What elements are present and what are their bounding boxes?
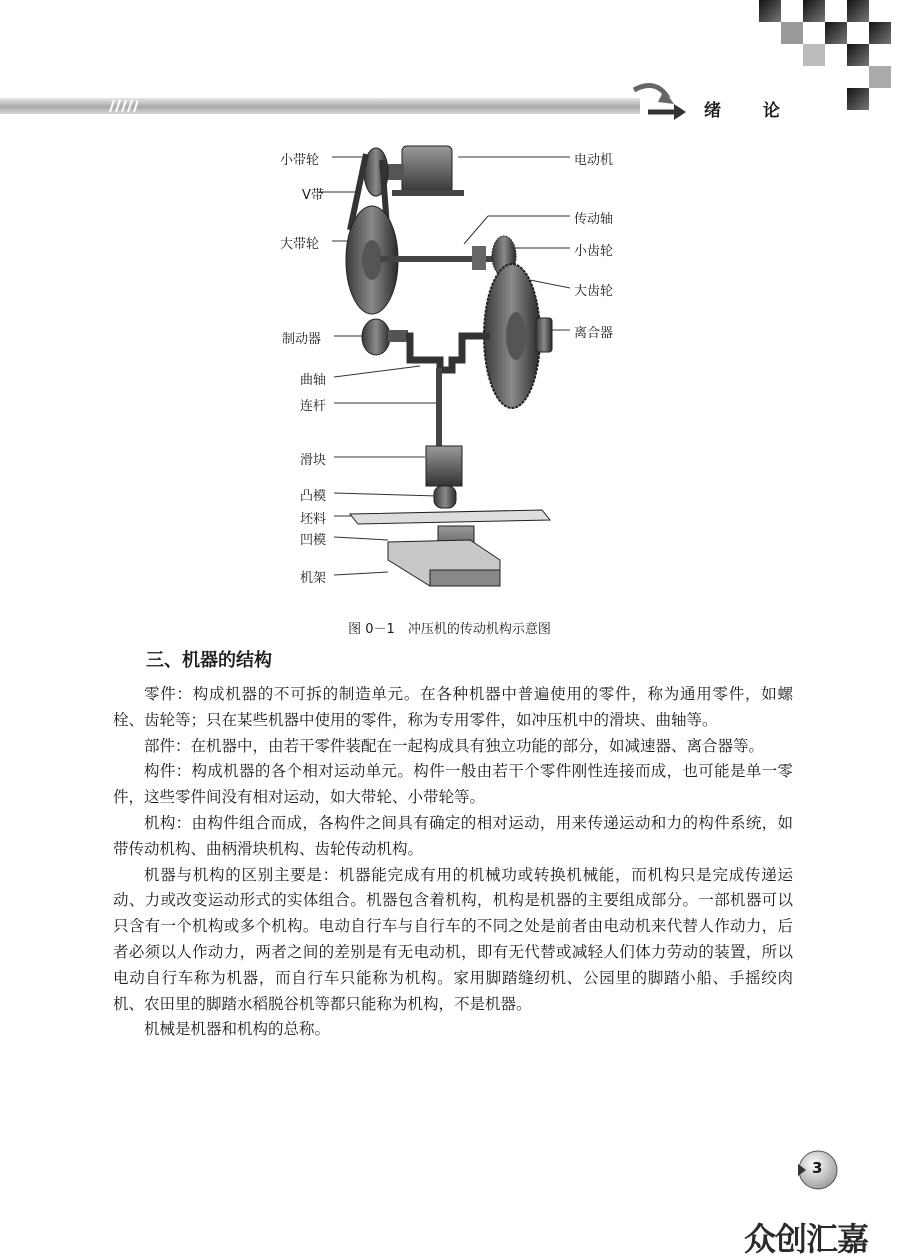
paragraph-mechanism: 机构：由构件组合而成，各构件之间具有确定的相对运动，用来传递运动和力的构件系统，如带传动机构、曲柄滑块机构、齿轮传动机构。 (113, 813, 793, 858)
header-stripes (108, 100, 138, 112)
label-small-pulley: 小带轮 (280, 153, 320, 168)
label-punch: 凸模 (300, 489, 327, 504)
label-drive-shaft: 传动轴 (574, 212, 614, 227)
label-large-gear: 大齿轮 (574, 284, 614, 299)
label-blank: 坯料 (300, 512, 327, 527)
punch-press-figure (280, 140, 640, 600)
figure-caption: 图 0－1 冲压机的传动机构示意图 (348, 622, 551, 637)
header-bar (0, 98, 640, 114)
label-crankshaft: 曲轴 (300, 373, 327, 388)
header-arrow-icon (630, 82, 690, 122)
label-die: 凹模 (300, 533, 327, 548)
label-clutch: 离合器 (574, 326, 614, 341)
page-number: 3 (812, 1159, 823, 1177)
paragraph-machinery: 机械是机器和机构的总称。 (144, 1020, 331, 1039)
label-brake: 制动器 (282, 332, 322, 347)
label-small-gear: 小齿轮 (574, 244, 614, 259)
corner-checker-decoration (759, 0, 899, 110)
section-title: 三、机器的结构 (146, 650, 272, 671)
paragraph-machine-vs-mechanism: 机器与机构的区别主要是：机器能完成有用的机械功或转换机械能，而机构只是完成传递运动、力或改变运动形式的实体组合。机器包含着机构，机构是机器的主要组成部分。一部机器可以只含有一个机构或多个机构。电动自行车与自行车的不同之处是前者由电动机来代替人作动力，后者必须以人作动力，两者之间的差别是有无电动机，即有无代替或减轻人们体力劳动的装置，所以电动自行车称为机器，而自行车只能称为机构。家用脚踏缝纫机、公园里的脚踏小船、手摇绞肉机、农田里的脚踏水稻脱谷机等都只能称为机构，不是机器。 (113, 865, 793, 1013)
label-frame: 机架 (300, 571, 327, 586)
paragraph-member: 构件：构成机器的各个相对运动单元。构件一般由若干个零件刚性连接而成，也可能是单一零件，这些零件间没有相对运动，如大带轮、小带轮等。 (113, 762, 793, 807)
paragraph-component: 部件：在机器中，由若干零件装配在一起构成具有独立功能的部分，如减速器、离合器等。 (144, 736, 765, 755)
label-large-pulley: 大带轮 (280, 237, 320, 252)
label-connecting-rod: 连杆 (300, 399, 327, 414)
label-motor: 电动机 (574, 153, 614, 168)
body-text (113, 682, 793, 1043)
paragraph-part: 零件：构成机器的不可拆的制造单元。在各种机器中普遍使用的零件，称为通用零件，如螺栓、齿轮等；只在某些机器中使用的零件，称为专用零件，如冲压机中的滑块、曲轴等。 (113, 685, 793, 729)
label-slider: 滑块 (300, 453, 327, 468)
watermark: 众创汇嘉 (744, 1220, 869, 1258)
label-v-belt: V带 (302, 188, 324, 203)
header-title: 绪 论 (704, 101, 798, 121)
